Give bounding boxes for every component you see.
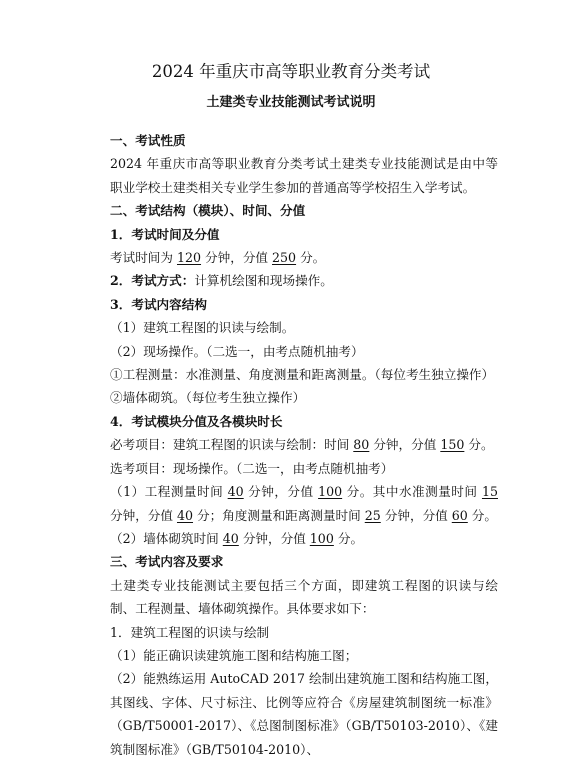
list-item: （1）能正确识读建筑施工图和结构施工图； (110, 647, 358, 663)
list-item: 1．建筑工程图的识读与绘制 (110, 624, 270, 640)
section-heading-content: 三、考试内容及要求 (110, 554, 224, 570)
document-subtitle: 土建类专业技能测试考试说明 (206, 95, 376, 110)
list-item: ②墙体砌筑。（每位考生独立操作） (110, 390, 306, 406)
list-item: （2）现场操作。（二选一，由考点随机抽考） (110, 343, 364, 359)
list-item: （1）建筑工程图的识读与绘制。 (110, 320, 295, 336)
paragraph-nature: 2024 年重庆市高等职业教育分类考试土建类专业技能测试是由中等职业学校土建类相关专业学生参加的普通高等学校招生入学考试。 (110, 156, 498, 195)
exam-score-value: 250 (272, 250, 297, 266)
list-item: （2）能熟练运用 AutoCAD 2017 绘制出建筑施工图和结构施工图，其图线、字体、尺寸标注、比例等应符合《房屋建筑制图统一标准》（GB/T50001-2017）、《总图制图标准》（GB/T50103-2010）、《建筑制图标准》（GB/T50104-2010）、 (110, 671, 498, 757)
subheading-content-structure: 3．考试内容结构 (110, 296, 207, 312)
paragraph-elective-module: 选考项目：现场操作。（二选一，由考点随机抽考） (110, 460, 394, 476)
subheading-time-score: 1．考试时间及分值 (110, 226, 220, 242)
paragraph-required-module: 必考项目：建筑工程图的识读与绘制：时间 80 分钟，分值 150 分。 (110, 437, 494, 453)
paragraph-time-score: 考试时间为 120 分钟，分值 250 分。 (110, 250, 326, 266)
document-body (88, 129, 498, 761)
list-item: ①工程测量：水准测量、角度测量和距离测量。（每位考生独立操作） (110, 367, 495, 383)
section-heading-nature: 一、考试性质 (110, 133, 186, 148)
paragraph-exam-method: 2．考试方式：计算机绘图和现场操作。 (110, 273, 333, 289)
paragraph-survey-module: （1）工程测量时间 40 分钟，分值 100 分。其中水准测量时间 15 分钟，分值 40 分；角度测量和距离测量时间 25 分钟，分值 60 分。 (110, 484, 498, 523)
exam-time-value: 120 (176, 250, 202, 266)
section-heading-structure: 二、考试结构（模块）、时间、分值 (110, 203, 306, 219)
subheading-module-scores: 4．考试模块分值及各模块时长 (110, 413, 283, 429)
paragraph-masonry-module: （2）墙体砌筑时间 40 分钟，分值 100 分。 (110, 530, 364, 546)
paragraph-content-intro: 土建类专业技能测试主要包括三个方面，即建筑工程图的识读与绘制、工程测量、墙体砌筑操作。具体要求如下： (110, 577, 498, 617)
subheading-exam-method: 2．考试方式： (110, 273, 195, 289)
document-title: 2024 年重庆市高等职业教育分类考试 (151, 62, 431, 81)
